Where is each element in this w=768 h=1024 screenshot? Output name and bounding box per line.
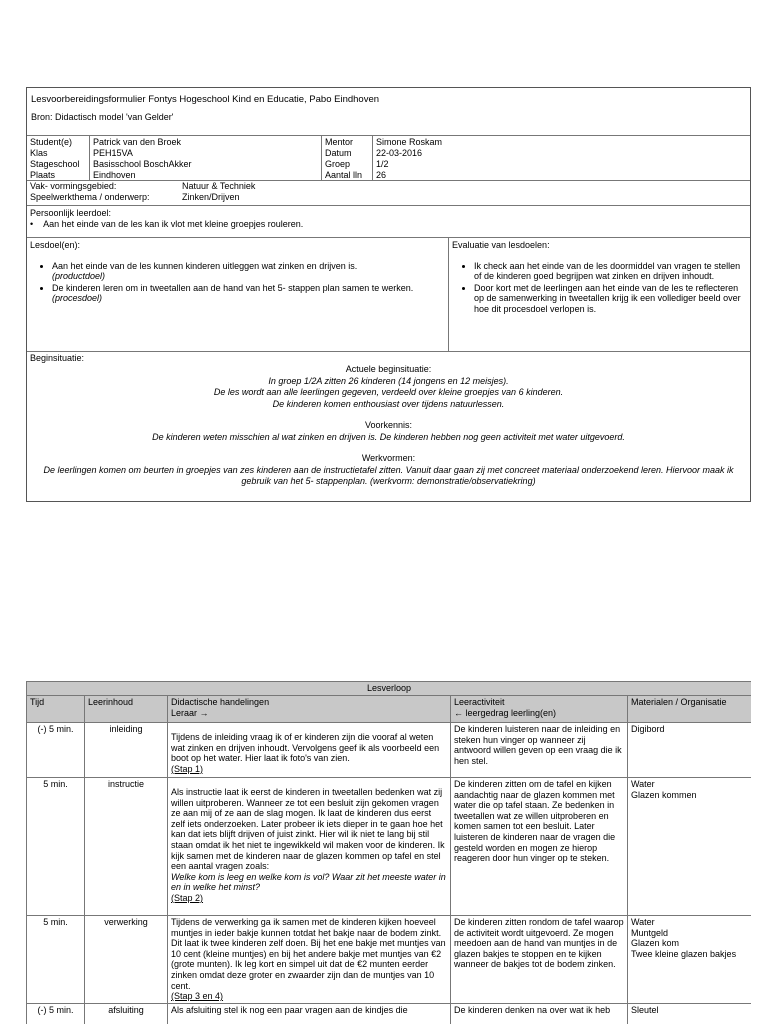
stageschool-label: Stageschool <box>30 159 80 169</box>
student-value: Patrick van den Broek <box>93 137 182 147</box>
didactisch-cell: Als afsluiting stel ik nog een paar vragen aan de kindjes die <box>168 1003 451 1024</box>
leeractiviteit-cell: De kinderen zitten om de tafel en kijken aandachtig naar de glazen kommen met water die op tafel staan. Ze bedenken in tweetallen wat ze willen uitproberen en komen samen tot een besluit. Later luisteren de kinderen naar de vragen die gesteld worden en mogen ze hierop reageren door hun vinger op te steken. <box>451 778 628 916</box>
evaluatie-item: • Ik check aan het einde van de les doormiddel van vragen te stellen of de kinderen goed begrijpen wat zinken en drijven inhoudt. <box>474 261 744 282</box>
voorkennis-heading: Voorkennis: <box>364 420 413 430</box>
lesdoel-item: • De kinderen leren om in tweetallen aan de hand van het 5- stappen plan samen te werken. (procesdoel) <box>52 283 442 304</box>
aantal-label: Aantal lln <box>325 170 363 180</box>
header-row <box>27 696 752 723</box>
mentor-label: Mentor <box>325 137 354 147</box>
groep-value: 1/2 <box>376 159 389 169</box>
didactisch-cell: Tijdens de verwerking ga ik samen met de kinderen kijken hoeveel muntjes in ieder bakje kunnen totdat het bakje naar de bodem zinkt. Dit laat ik twee kinderen zelf doen. Bij het ene bakje met muntjes van 10 cent (kleine muntjes) en bij het andere bakje met muntjes van €2 (grote munten). Ik leg kort en simpel uit dat de €2 munten eerder zinken omdat deze groter en zwaarder zijn dan de muntjes van 10 cent. (Stap 3 en 4) <box>168 916 451 1004</box>
speelwerk-value: Zinken/Drijven <box>182 192 240 202</box>
table-row <box>27 916 752 1004</box>
begin-label: Beginsituatie: <box>30 353 85 363</box>
student-info-grid <box>27 136 750 180</box>
form-title: Lesvoorbereidingsformulier Fontys Hogeschool Kind en Educatie, Pabo Eindhoven <box>31 94 380 105</box>
divider <box>27 205 750 206</box>
leeractiviteit-cell: De kinderen luisteren naar de inleiding en steken hun vinger op wanneer zij antwoord willen geven op een vraag die ik hen stel. <box>451 723 628 778</box>
leeractiviteit-cell: De kinderen zitten rondom de tafel waarop de activiteit wordt uitgevoerd. Ze mogen meedoen aan de hand van muntjes in de glazen bakjes te stoppen en te kijken wanneer de bakjes tot de bodem zinken. <box>451 916 628 1004</box>
lesdoel-cell <box>30 240 442 306</box>
plaats-label: Plaats <box>30 170 56 180</box>
col-header-didactisch: Didactische handelingen Leraar → <box>168 696 451 723</box>
vak-label: Vak- vormingsgebied: <box>30 181 117 191</box>
evaluatie-label: Evaluatie van lesdoelen: <box>452 240 550 250</box>
klas-label: Klas <box>30 148 48 158</box>
groep-label: Groep <box>325 159 351 169</box>
werkvormen-heading: Werkvormen: <box>361 453 416 463</box>
voorkennis-text: De kinderen weten misschien al wat zinken en drijven is. De kinderen hebben nog geen activiteit met water uitgevoerd. <box>152 431 625 442</box>
leerinhoud-cell: afsluiting <box>85 1003 168 1024</box>
werkvormen-text: De leerlingen komen om beurten in groepjes van zes kinderen aan de instructietafel zitten. Vanuit daar gaan zij met concreet materiaal onderzoekend leren. Hiervoor maak ik gebruik van het 5- stappenplan. (werkvorm: demonstratie/observatiekring) <box>43 464 734 486</box>
tijd-cell: 5 min. <box>27 916 85 1004</box>
didactisch-cell: Als instructie laat ik eerst de kinderen in tweetallen bedenken wat zij willen uitproberen. Wanneer ze tot een besluit zijn gekomen vragen ze aan mij of ze aan de slag mogen. Ik laat de kinderen dus eerst zelf iets onderzoeken. Later probeer ik iets dieper in te gaan hoe het kan dat iets blijft drijven of juist zinkt. Hier wil ik niet te lang bij stil staan omdat ik het niet te ingewikkeld wil maken voor de kinderen. Ik kijk samen met de kinderen naar de glazen kommen op tafel en stel een aantal vragen zoals: Welke kom is leeg en welke kom is vol? Waar zit het meeste water in en in welke het minst? (Stap 2) <box>168 778 451 916</box>
leerinhoud-cell: verwerking <box>85 916 168 1004</box>
lesdoel-label: Lesdoel(en): <box>30 240 81 250</box>
actuele-line: In groep 1/2A zitten 26 kinderen (14 jongens en 12 meisjes). <box>268 375 509 386</box>
datum-value: 22-03-2016 <box>376 148 423 158</box>
actuele-line: De les wordt aan alle leerlingen gegeven, verdeeld over kleine groepjes van 6 kinderen. <box>213 387 564 397</box>
vak-value: Natuur & Techniek <box>182 181 256 191</box>
klas-value: PEH15VA <box>93 148 133 158</box>
divider <box>27 237 750 238</box>
aantal-value: 26 <box>376 170 387 180</box>
col-header-leeractiviteit: Leeractiviteit ← leergedrag leerling(en) <box>451 696 628 723</box>
form-source: Bron: Didactisch model 'van Gelder' <box>31 112 174 122</box>
lesverloop-title: Lesverloop <box>27 682 752 696</box>
col-header-materialen: Materialen / Organisatie <box>628 696 752 723</box>
actuele-heading: Actuele beginsituatie: <box>345 364 432 374</box>
evaluatie-cell <box>452 240 744 317</box>
table-row <box>27 1003 752 1024</box>
table-row <box>27 778 752 916</box>
beginsituatie-block <box>31 364 746 488</box>
actuele-line: De kinderen komen enthousiast over tijdens natuurlessen. <box>272 398 505 409</box>
stageschool-value: Basisschool BoschAkker <box>93 159 192 169</box>
tijd-cell: (-) 5 min. <box>27 1003 85 1024</box>
evaluatie-item: • Door kort met de leerlingen aan het einde van de les te reflecteren op de samenwerking in tweetallen krijg ik een vollediger beeld over hoe dit procesdoel verlopen is. <box>474 283 744 315</box>
tijd-cell: 5 min. <box>27 778 85 916</box>
bullet-icon: • <box>30 219 44 229</box>
table-row <box>27 723 752 778</box>
lesverloop-table <box>26 681 751 1024</box>
tijd-cell: (-) 5 min. <box>27 723 85 778</box>
didactisch-cell: Tijdens de inleiding vraag ik of er kinderen zijn die vooraf al weten wat zinken en drijven inhoudt. Vervolgens geef ik als voorbeeld een boot op het water. Hier laat ik foto's van zien. (Stap 1) <box>168 723 451 778</box>
datum-label: Datum <box>325 148 352 158</box>
persoonlijk-label: Persoonlijk leerdoel: <box>30 208 112 218</box>
leeractiviteit-cell: De kinderen denken na over wat ik heb <box>451 1003 628 1024</box>
plaats-value: Eindhoven <box>93 170 136 180</box>
student-label: Student(e) <box>30 137 73 147</box>
leerinhoud-cell: inleiding <box>85 723 168 778</box>
lesdoel-item: • Aan het einde van de les kunnen kinderen uitleggen wat zinken en drijven is. (productdoel) <box>52 261 442 282</box>
col-header-tijd: Tijd <box>27 696 85 723</box>
persoonlijk-item: • Aan het einde van de les kan ik vlot met kleine groepjes rouleren. <box>30 219 304 229</box>
divider <box>27 351 750 352</box>
materialen-cell: Digibord <box>628 723 752 778</box>
mentor-value: Simone Roskam <box>376 137 443 147</box>
materialen-cell: Sleutel <box>628 1003 752 1024</box>
materialen-cell: Water Muntgeld Glazen kom Twee kleine glazen bakjes <box>628 916 752 1004</box>
speelwerk-label: Speelwerkthema / onderwerp: <box>30 192 150 202</box>
leerinhoud-cell: instructie <box>85 778 168 916</box>
col-header-leerinhoud: Leerinhoud <box>85 696 168 723</box>
materialen-cell: Water Glazen kommen <box>628 778 752 916</box>
lesson-form <box>26 87 751 502</box>
